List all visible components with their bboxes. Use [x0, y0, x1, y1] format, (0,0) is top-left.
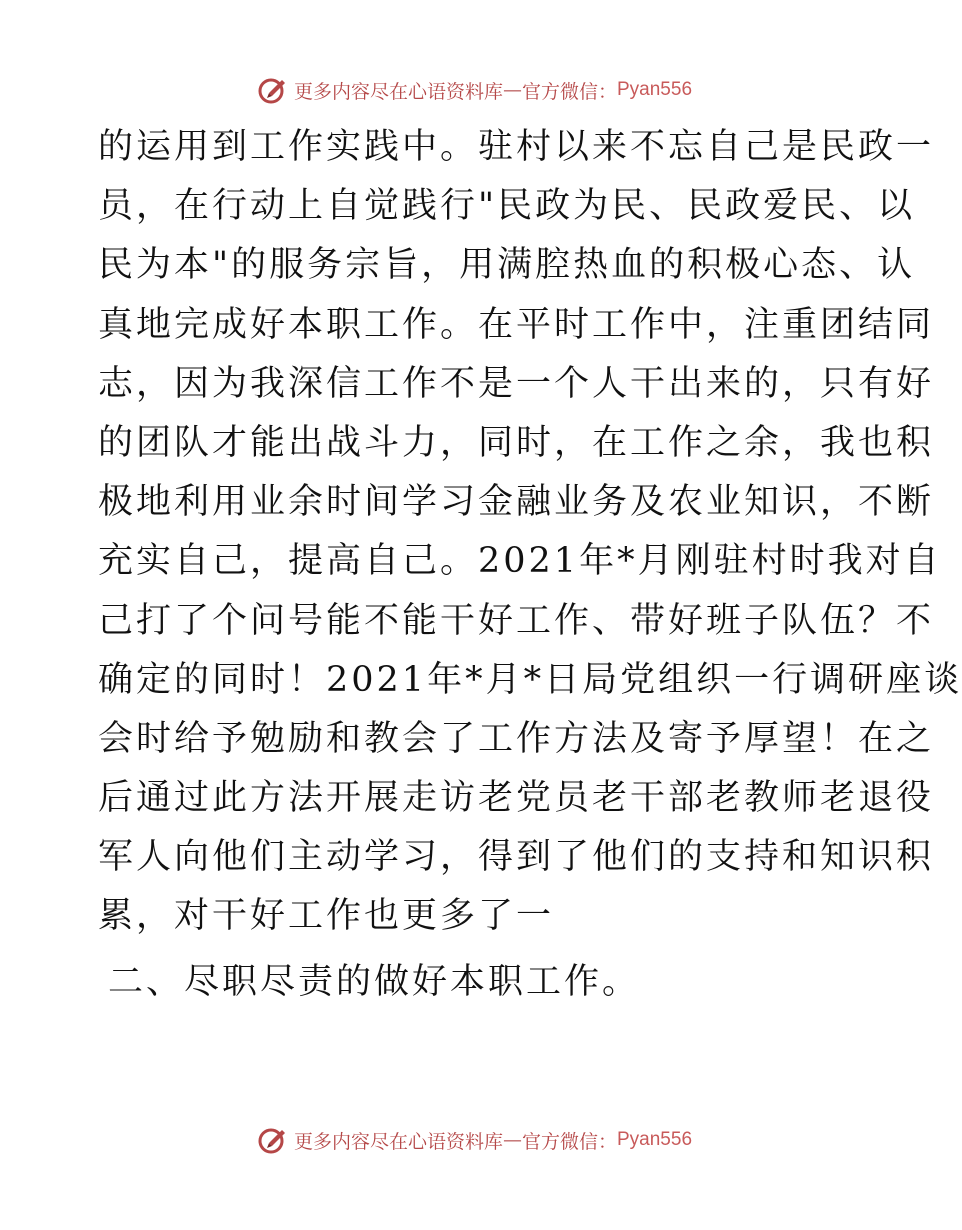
section-heading: 二、尽职尽责的做好本职工作。 — [108, 962, 641, 1002]
banner-main-text: 更多内容尽在心语资料库 — [293, 1130, 503, 1153]
footer-banner — [0, 1120, 950, 1160]
banner-dash: — — [502, 1129, 522, 1151]
body-line: 的团队才能出战斗力，同时，在工作之余，我也积 — [98, 422, 935, 463]
banner-main-text: 更多内容尽在心语资料库 — [293, 80, 503, 103]
body-line: 会时给予勉励和教会了工作方法及寄予厚望！在之 — [98, 718, 935, 759]
banner-account: Pyan556 — [617, 79, 693, 100]
banner-account: Pyan556 — [617, 1129, 693, 1150]
banner-dash: — — [502, 79, 522, 101]
body-line: 极地利用业余时间学习金融业务及农业知识，不断 — [98, 482, 935, 523]
body-text — [98, 118, 962, 947]
body-line: 军人向他们主动学习，得到了他们的支持和知识积 — [98, 837, 935, 878]
banner-wechat-label: 官方微信： — [521, 1130, 617, 1153]
header-banner — [0, 70, 950, 110]
body-line: 充实自己，提高自己。2021年*月刚驻村时我对自 — [98, 541, 942, 582]
body-line: 员，在行动上自觉践行"民政为民、民政爱民、以 — [98, 186, 916, 227]
body-line: 后通过此方法开展走访老党员老干部老教师老退役 — [98, 778, 935, 819]
pen-nib-circle-icon — [258, 75, 288, 105]
body-line: 民为本"的服务宗旨，用满腔热血的积极心态、认 — [98, 245, 916, 286]
banner-wechat-label: 官方微信： — [521, 80, 617, 103]
body-line: 累，对干好工作也更多了一 — [98, 896, 555, 937]
body-line: 的运用到工作实践中。驻村以来不忘自己是民政一 — [98, 127, 935, 167]
body-line: 真地完成好本职工作。在平时工作中，注重团结同 — [98, 304, 935, 345]
body-line: 己打了个问号能不能干好工作、带好班子队伍？不 — [98, 600, 935, 641]
body-line: 志，因为我深信工作不是一个人干出来的，只有好 — [98, 363, 935, 404]
pen-nib-circle-icon — [258, 1125, 288, 1155]
body-line: 确定的同时！2021年*月*日局党组织一行调研座谈 — [98, 659, 962, 700]
